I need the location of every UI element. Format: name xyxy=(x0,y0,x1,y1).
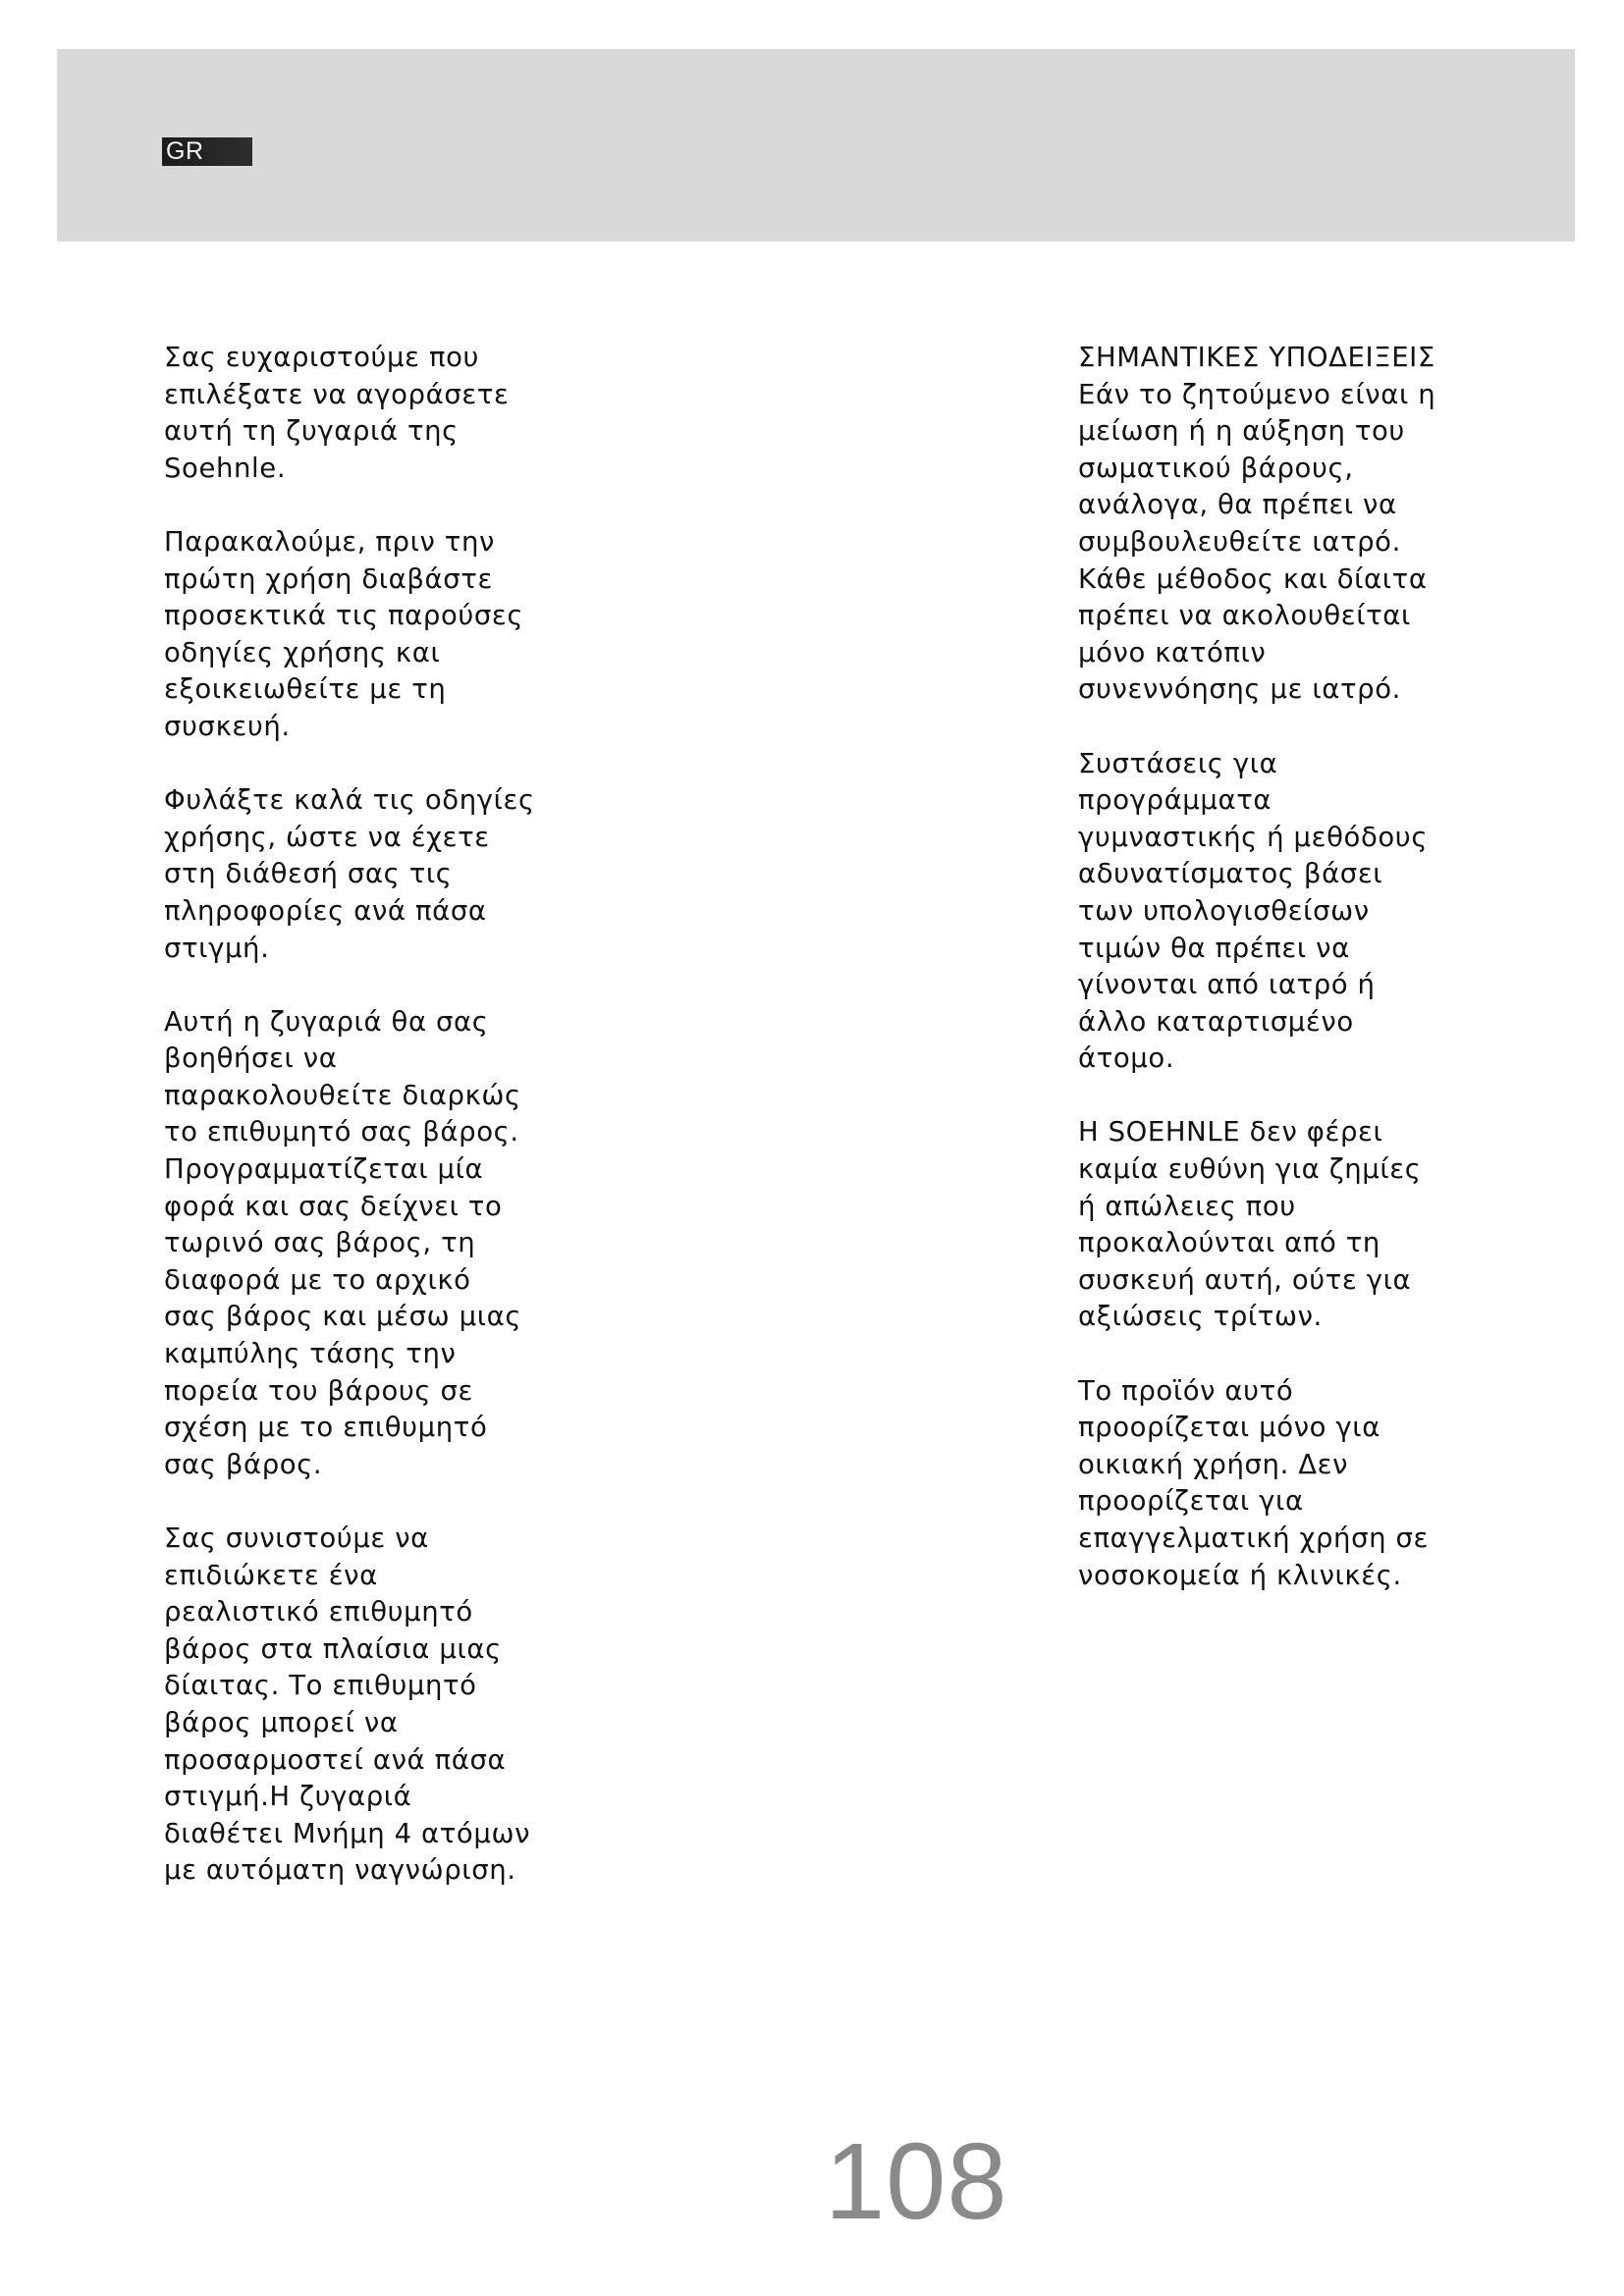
paragraph-household-use: Το προϊόν αυτό προορίζεται μόνο για οικιακή χρήση. Δεν προορίζεται για επαγγελματική χρήση σε νοσοκομεία ή κλινικές. xyxy=(1078,1374,1429,1591)
right-column xyxy=(1078,340,1500,1631)
page-number: 108 xyxy=(825,2121,1008,2242)
paragraph-consult-doctor: Εάν το ζητούμενο είναι η μείωση ή η αύξηση του σωματικού βάρους, ανάλογα, θα πρέπει να συμβουλευθείτε ιατρό. Κάθε μέθοδος και δίαιτα πρέπει να ακολουθείται μόνο κατόπιν συνεννόησης με ιατρό. xyxy=(1078,378,1436,706)
paragraph-scale-description: Αυτή η ζυγαριά θα σας βοηθήσει να παρακολουθείτε διαρκώς το επιθυμητό σας βάρος. Προγραμματίζεται μία φορά και σας δείχνει το τωρινό σας βάρος, τη διαφορά με το αρχικό σας βάρος και μέσω μιας καμπύλης τάσης την πορεία του βάρους σε σχέση με το επιθυμητό σας βάρος. xyxy=(164,1005,522,1480)
left-column xyxy=(164,340,586,1927)
paragraph-recommendations: Συστάσεις για προγράμματα γυμναστικής ή μεθόδους αδυνατίσματος βάσει των υπολογισθείσων τιμών θα πρέπει να γίνονται από ιατρό ή άλλο καταρτισμένο άτομο. xyxy=(1078,747,1429,1075)
paragraph-target-weight: Σας συνιστούμε να επιδιώκετε ένα ρεαλιστικό επιθυμητό βάρος στα πλαίσια μιας δίαιτας. Το επιθυμητό βάρος μπορεί να προσαρμοστεί ανά πάσα στιγμή.Η ζυγαριά διαθέτει Μνήμη 4 ατόμων με αυτόματη ναγνώριση. xyxy=(164,1522,531,1887)
paragraph-keep-instructions: Φυλάξτε καλά τις οδηγίες χρήσης, ώστε να έχετε στη διάθεσή σας τις πληροφορίες ανά πάσα στιγμή. xyxy=(164,784,535,964)
paragraph-read-instructions: Παρακαλούμε, πριν την πρώτη χρήση διαβάστε προσεκτικά τις παρούσες οδηγίες χρήσης και εξοικειωθείτε με τη συσκευή. xyxy=(164,525,524,742)
paragraph-thanks: Σας ευχαριστούμε που επιλέξατε να αγοράσετε αυτή τη ζυγαριά της Soehnle. xyxy=(164,342,510,484)
paragraph-liability: Η SOEHNLE δεν φέρει καμία ευθύνη για ζημίες ή απώλειες που προκαλούνται από τη συσκευή αυτή, ούτε για αξιώσεις τρίτων. xyxy=(1078,1116,1422,1333)
important-notes-heading: ΣΗΜΑΝΤΙΚΕΣ ΥΠΟΔΕΙΞΕΙΣ xyxy=(1078,342,1435,373)
language-badge: GR xyxy=(162,137,252,166)
header-band xyxy=(57,49,1575,241)
